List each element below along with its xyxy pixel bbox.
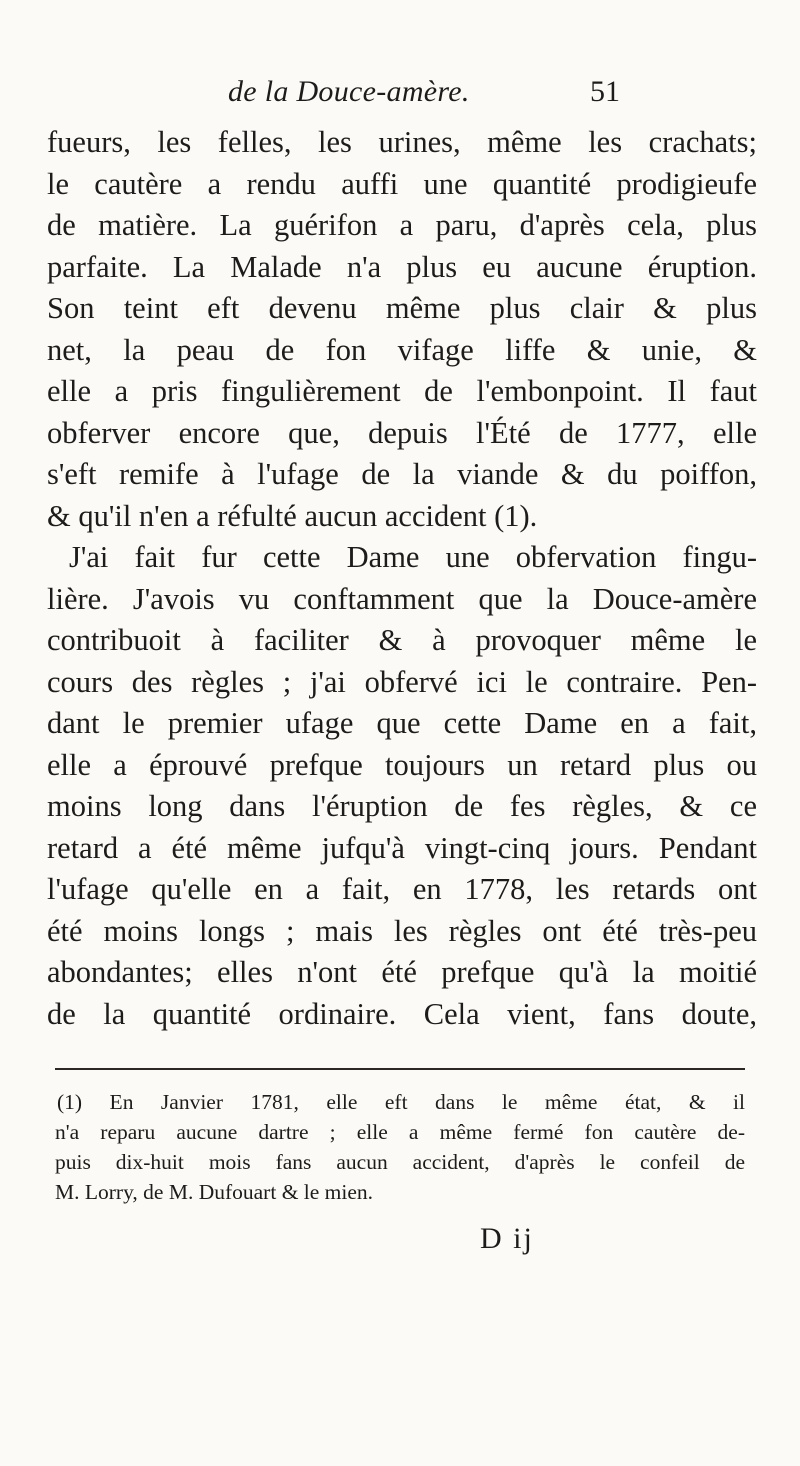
text-line: dant le premier ufage que cette Dame en a fait, [47,706,757,740]
page-number: 51 [590,75,620,108]
running-title: de la Douce-amère. [228,75,470,108]
text-line: Son teint eft devenu même plus clair & plus [47,291,757,325]
footnote-line: M. Lorry, de M. Dufouart & le mien. [55,1180,374,1204]
footnote [55,1087,745,1207]
text-line: cours des règles ; j'ai obfervé ici le contraire. Pen- [47,664,757,699]
text-line: de la quantité ordinaire. Cela vient, fans doute, [47,996,757,1031]
text-line: lière. J'avois vu conftamment que la Douce-amère [47,581,757,616]
text-line: & qu'il n'en a réfulté aucun accident (1). [47,498,538,533]
running-head [228,75,620,115]
paragraph-start-line: J'ai fait fur cette Dame une obfervation fingu- [69,540,757,574]
text-line: été moins longs ; mais les règles ont été très-peu [47,913,757,948]
footnote-divider [55,1068,745,1070]
text-line: net, la peau de fon vifage liffe & unie, & [47,332,757,367]
text-line: retard a été même jufqu'à vingt-cinq jours. Pendant [47,830,757,865]
text-line: contribuoit à faciliter & à provoquer même le [47,623,757,657]
text-line: parfaite. La Malade n'a plus eu aucune éruption. [47,249,757,284]
text-line: s'eft remife à l'ufage de la viande & du poiffon, [47,457,757,491]
text-line: de matière. La guérifon a paru, d'après cela, plus [47,208,757,242]
text-line: l'ufage qu'elle en a fait, en 1778, les retards ont [47,872,757,906]
text-line: abondantes; elles n'ont été prefque qu'à la moitié [47,955,757,989]
text-line: elle a pris fingulièrement de l'embonpoint. Il faut [47,374,757,408]
footnote-line: puis dix-huit mois fans aucun accident, d'après le confeil de [55,1150,745,1174]
signature-mark: D ij [480,1222,534,1255]
footnote-line: (1) En Janvier 1781, elle eft dans le même état, & il [57,1090,745,1114]
text-line: le cautère a rendu auffi une quantité prodigieufe [47,166,757,201]
body-text [47,122,757,1035]
text-line: obferver encore que, depuis l'Été de 1777, elle [47,415,757,450]
text-line: fueurs, les felles, les urines, même les crachats; [47,125,757,159]
text-line: elle a éprouvé prefque toujours un retard plus ou [47,747,757,782]
text-line: moins long dans l'éruption de fes règles, & ce [47,789,757,823]
footnote-line: n'a reparu aucune dartre ; elle a même fermé fon cautère de- [55,1120,745,1144]
